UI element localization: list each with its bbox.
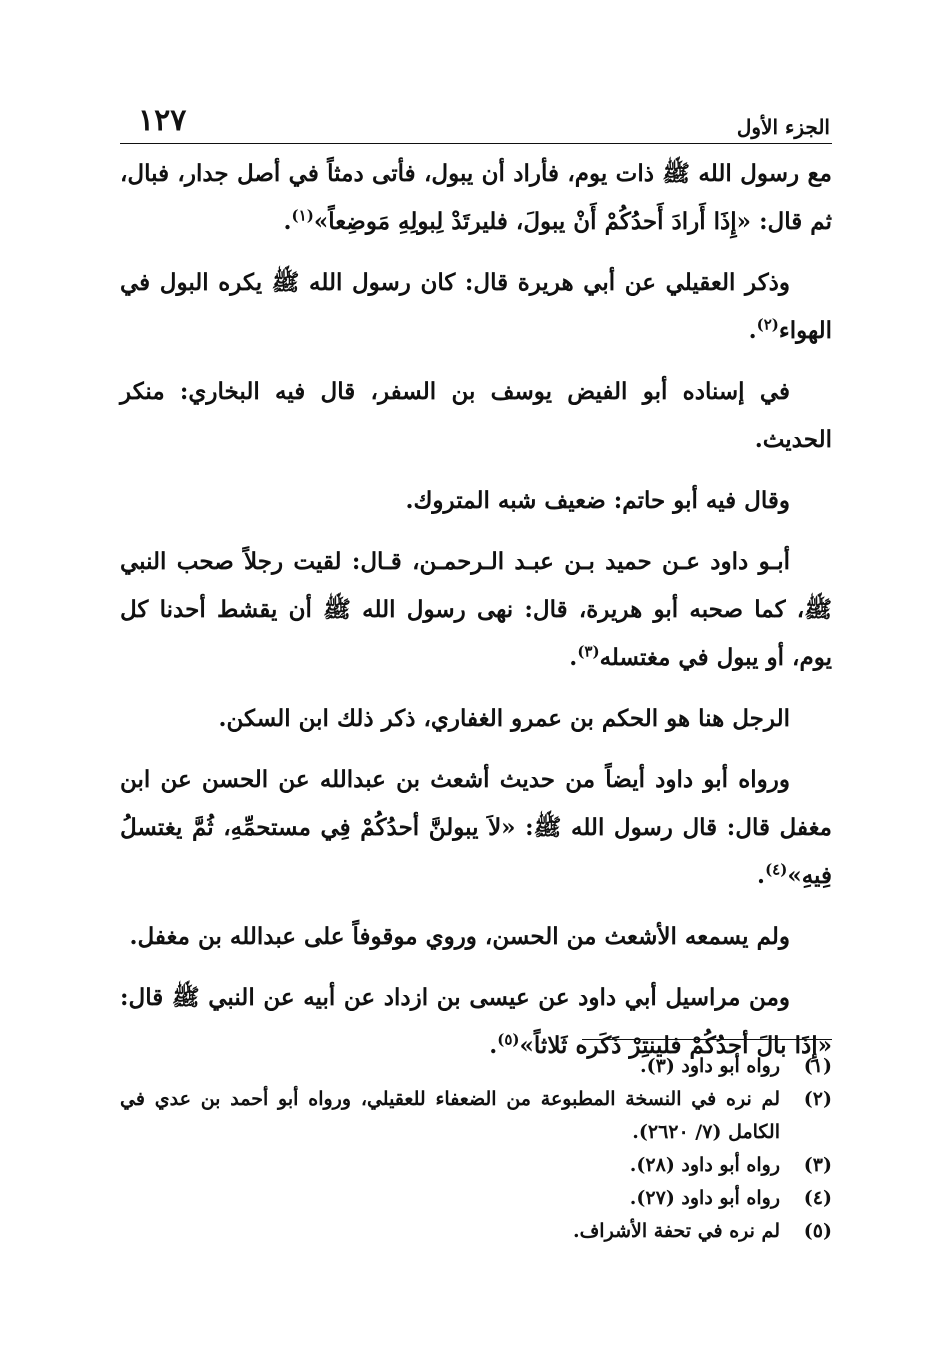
footnote-ref: (١) bbox=[291, 206, 314, 225]
footnote bbox=[120, 1149, 832, 1182]
paragraph: مع رسول الله ﷺ ذات يوم، فأراد أن يبول، فأتى دمثاً في أصل جدار، فبال، ثم قال: «إِذَا أَرادَ أَحدُكُمْ أَنْ يبولَ، فليرتَدْ لِبولِهِ مَوضِعاً»$^{(١)}$. bbox=[120, 160, 833, 235]
footnote bbox=[120, 1182, 832, 1215]
paragraph: الرجل هنا هو الحكم بن عمرو الغفاري، ذكر ذلك ابن السكن. bbox=[218, 705, 790, 732]
footnote-number: (٣) bbox=[803, 1154, 832, 1176]
volume-title: الجزء الأول bbox=[736, 115, 830, 139]
paragraph: ورواه أبو داود أيضاً من حديث أشعث بن عبدالله عن الحسن عن ابن مغفل قال: قال رسول الله ﷺ: «لاَ يبولنَّ أحدُكُمْ فِي مستحمِّهِ، ثُمَّ يغتسلُ فِيهِ»$^{(٤)}$. bbox=[120, 766, 832, 889]
footnote-text: لم نره في تحفة الأشراف. bbox=[573, 1220, 780, 1242]
footnote-ref: (٣) bbox=[577, 642, 600, 661]
footnote-text: لم نره في النسخة المطبوعة من الضعفاء للعقيلي، ورواه أبو أحمد بن عدي في الكامل (٧/ ٢٦٢٠). bbox=[120, 1088, 780, 1143]
footnote-number: (٤) bbox=[803, 1187, 832, 1209]
paragraph: وذكر العقيلي عن أبي هريرة قال: كان رسول الله ﷺ يكره البول في الهواء$^{(٢)}$. bbox=[120, 269, 832, 344]
footnote-text: رواه أبو داود (٢٧). bbox=[629, 1187, 780, 1209]
footnotes bbox=[120, 1050, 832, 1248]
footnote-text: رواه أبو داود (٣). bbox=[639, 1055, 780, 1077]
footnote-number: (٥) bbox=[803, 1220, 832, 1242]
paragraph: وقال فيه أبو حاتم: ضعيف شبه المتروك. bbox=[405, 487, 790, 514]
footnote-text: رواه أبو داود (٢٨). bbox=[629, 1154, 780, 1176]
footnote bbox=[120, 1050, 832, 1083]
footnote-ref: (٢) bbox=[756, 315, 779, 334]
footnote-number: (٢) bbox=[803, 1088, 832, 1110]
paragraph: أبـو داود عـن حميد بـن عبـد الـرحمـن، قـال: لقيت رجلاً صحب النبي ﷺ، كما صحبه أبو هريرة، قال: نهى رسول الله ﷺ أن يقشط أحدنا كل يوم، أو يبول في مغتسله$^{(٣)}$. bbox=[120, 548, 832, 671]
footnote-ref: (٤) bbox=[765, 860, 788, 879]
footnote-divider bbox=[582, 1039, 832, 1040]
footnote-ref: (٥) bbox=[497, 1030, 520, 1049]
main-text bbox=[120, 150, 832, 1083]
footnote bbox=[120, 1215, 832, 1248]
footnote-number: (١) bbox=[803, 1055, 832, 1077]
paragraph: في إسناده أبو الفيض يوسف بن السفر، قال فيه البخاري: منكر الحديث. bbox=[120, 378, 832, 453]
page-number: ١٢٧ bbox=[138, 103, 187, 138]
paragraph: ولم يسمعه الأشعث من الحسن، وروي موقوفاً على عبدالله بن مغفل. bbox=[129, 923, 790, 950]
running-header bbox=[120, 103, 832, 144]
footnote bbox=[120, 1083, 832, 1149]
paragraph: ومن مراسيل أبي داود عن عيسى بن ازداد عن أبيه عن النبي ﷺ قال: «إِذَا بالَ أحدُكُمْ فلينتِرْ ذَكَره ثَلاثاً»$^{(٥)}$. bbox=[120, 984, 832, 1059]
